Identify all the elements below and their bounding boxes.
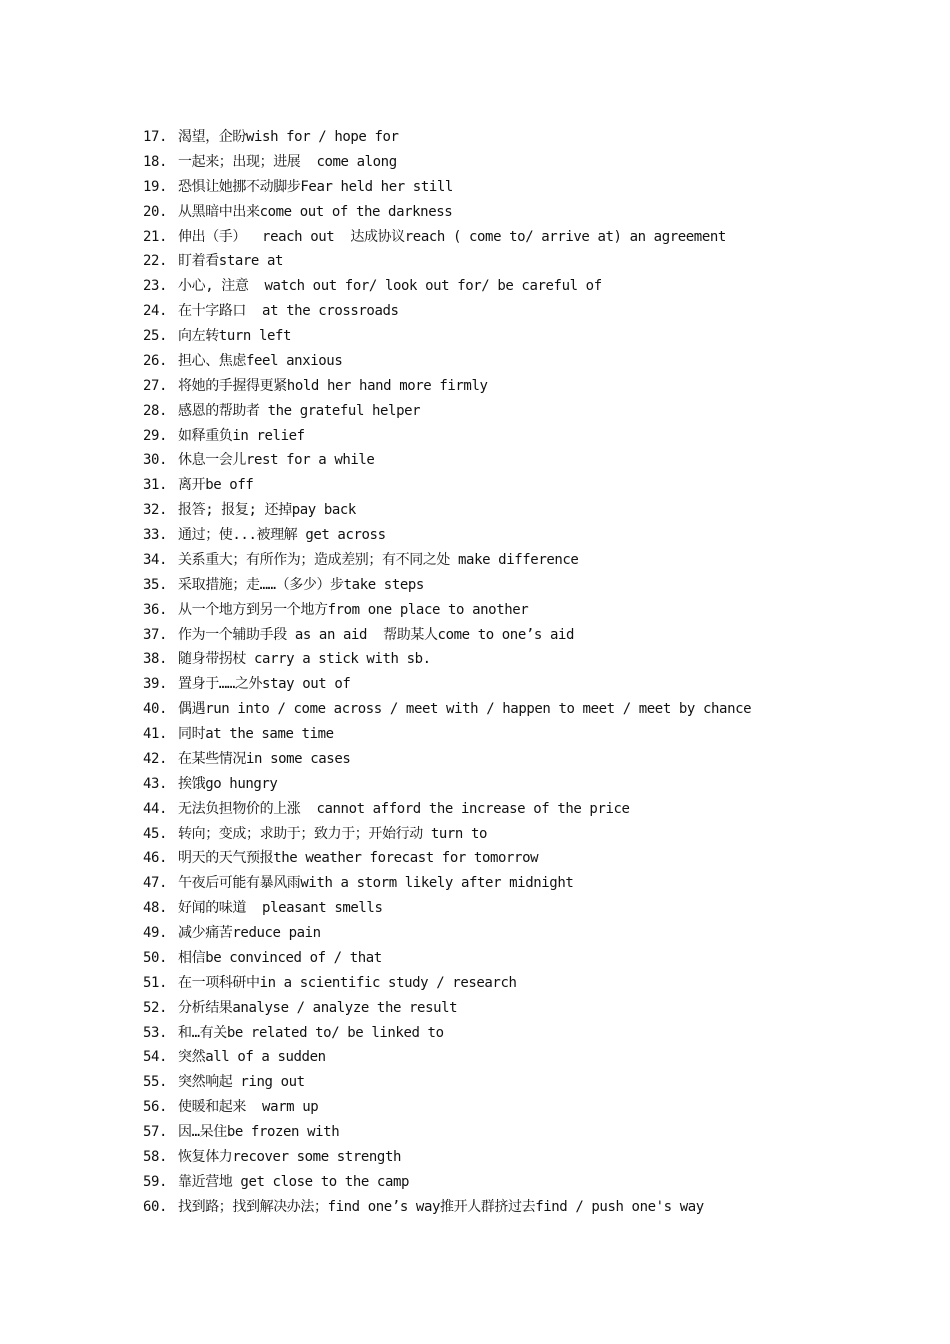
list-item: [143, 697, 933, 722]
list-item: [143, 448, 933, 473]
item-number: 53.: [143, 1024, 168, 1041]
item-number: 45.: [143, 825, 168, 842]
item-text: 靠近营地 get close to the camp: [178, 1173, 410, 1190]
list-item: [143, 1145, 933, 1170]
item-text: 偶遇run into / come across / meet with / happen to meet / meet by chance: [178, 701, 752, 718]
item-number: 22.: [143, 253, 168, 270]
item-number: 27.: [143, 377, 168, 394]
item-text: 使暖和起来 warm up: [178, 1099, 319, 1116]
item-number: 59.: [143, 1173, 168, 1190]
list-item: [143, 822, 933, 847]
item-number: 35.: [143, 576, 168, 593]
item-text: 伸出（手） reach out 达成协议reach ( come to/ arrive at) an agreement: [178, 228, 726, 245]
item-text: 好闻的味道 pleasant smells: [178, 900, 383, 917]
item-number: 60.: [143, 1198, 168, 1215]
list-item: [143, 1021, 933, 1046]
item-number: 29.: [143, 427, 168, 444]
list-item: [143, 921, 933, 946]
item-number: 48.: [143, 900, 168, 917]
list-item: [143, 225, 933, 250]
list-item: [143, 747, 933, 772]
item-text: 和…有关be related to/ be linked to: [178, 1024, 444, 1041]
item-text: 置身于……之外stay out of: [178, 676, 351, 693]
item-text: 相信be convinced of / that: [178, 949, 382, 966]
item-text: 将她的手握得更紧hold her hand more firmly: [178, 377, 488, 394]
list-item: [143, 672, 933, 697]
item-number: 47.: [143, 875, 168, 892]
list-item: [143, 200, 933, 225]
list-item: [143, 1170, 933, 1195]
item-number: 18.: [143, 153, 168, 170]
item-text: 从一个地方到另一个地方from one place to another: [178, 601, 529, 618]
item-text: 在某些情况in some cases: [178, 750, 351, 767]
item-number: 34.: [143, 551, 168, 568]
list-item: [143, 274, 933, 299]
item-number: 26.: [143, 352, 168, 369]
list-item: [143, 150, 933, 175]
list-item: [143, 772, 933, 797]
item-text: 午夜后可能有暴风雨with a storm likely after midnight: [178, 875, 574, 892]
item-number: 33.: [143, 527, 168, 543]
list-item: [143, 349, 933, 374]
item-text: 小心, 注意 watch out for/ look out for/ be careful of: [178, 278, 602, 295]
list-item: [143, 996, 933, 1021]
item-number: 31.: [143, 477, 168, 494]
item-number: 28.: [143, 402, 168, 419]
list-item: [143, 722, 933, 747]
item-text: 减少痛苦reduce pain: [178, 925, 321, 941]
item-text: 一起来；出现；进展 come along: [178, 153, 397, 170]
list-item: [143, 573, 933, 598]
item-number: 41.: [143, 726, 168, 742]
item-number: 43.: [143, 775, 168, 792]
item-text: 突然all of a sudden: [178, 1049, 326, 1066]
item-text: 休息一会儿rest for a while: [178, 452, 375, 469]
item-text: 无法负担物价的上涨 cannot afford the increase of the price: [178, 800, 630, 817]
item-number: 21.: [143, 228, 168, 245]
list-item: [143, 647, 933, 672]
list-item: [143, 871, 933, 896]
item-number: 55.: [143, 1074, 168, 1091]
item-text: 从黑暗中出来come out of the darkness: [178, 203, 453, 220]
list-item: [143, 1070, 933, 1095]
item-text: 渴望，企盼wish for / hope for: [178, 129, 399, 145]
item-text: 因…呆住be frozen with: [178, 1124, 340, 1140]
item-number: 17.: [143, 129, 168, 145]
item-text: 如释重负in relief: [178, 427, 305, 444]
item-number: 19.: [143, 178, 168, 195]
list-item: [143, 946, 933, 971]
item-text: 明天的天气预报the weather forecast for tomorrow: [178, 850, 539, 867]
item-number: 51.: [143, 974, 168, 991]
item-text: 突然响起 ring out: [178, 1074, 305, 1091]
item-text: 分析结果analyse / analyze the result: [178, 999, 458, 1016]
item-number: 42.: [143, 750, 168, 767]
item-number: 52.: [143, 999, 168, 1016]
list-item: [143, 797, 933, 822]
list-item: [143, 846, 933, 871]
item-text: 关系重大；有所作为；造成差别；有不同之处 make difference: [178, 551, 579, 568]
item-text: 感恩的帮助者 the grateful helper: [178, 402, 421, 419]
item-number: 44.: [143, 800, 168, 817]
item-number: 56.: [143, 1099, 168, 1116]
item-text: 在十字路口 at the crossroads: [178, 303, 399, 320]
item-number: 36.: [143, 601, 168, 618]
list-item: [143, 374, 933, 399]
list-item: [143, 125, 933, 150]
item-text: 报答; 报复; 还掉pay back: [178, 502, 356, 519]
list-item: [143, 1120, 933, 1145]
item-text: 担心、焦虑feel anxious: [178, 352, 343, 369]
item-text: 转向；变成；求助于；致力于；开始行动 turn to: [178, 825, 488, 842]
list-item: [143, 1045, 933, 1070]
list-item: [143, 249, 933, 274]
list-item: [143, 175, 933, 200]
item-number: 57.: [143, 1124, 168, 1140]
item-number: 32.: [143, 502, 168, 519]
item-text: 在一项科研中in a scientific study / research: [178, 974, 517, 991]
item-number: 40.: [143, 701, 168, 718]
item-text: 向左转turn left: [178, 328, 292, 344]
list-item: [143, 1095, 933, 1120]
item-number: 24.: [143, 303, 168, 320]
item-text: 恢复体力recover some strength: [178, 1148, 402, 1165]
list-item: [143, 324, 933, 349]
item-text: 盯着看stare at: [178, 253, 284, 270]
list-item: [143, 971, 933, 996]
item-number: 20.: [143, 203, 168, 220]
list-item: [143, 473, 933, 498]
list-item: [143, 548, 933, 573]
item-number: 39.: [143, 676, 168, 693]
item-number: 25.: [143, 328, 168, 344]
list-item: [143, 498, 933, 523]
item-text: 通过；使...被理解 get across: [178, 527, 386, 543]
item-text: 挨饿go hungry: [178, 775, 278, 792]
item-number: 54.: [143, 1049, 168, 1066]
list-item: [143, 598, 933, 623]
item-number: 23.: [143, 278, 168, 295]
item-number: 50.: [143, 949, 168, 966]
item-text: 同时at the same time: [178, 726, 334, 742]
item-text: 恐惧让她挪不动脚步Fear held her still: [178, 178, 453, 195]
list-item: [143, 299, 933, 324]
list-item: [143, 424, 933, 449]
list-item: [143, 523, 933, 548]
item-number: 38.: [143, 651, 168, 668]
item-text: 作为一个辅助手段 as an aid 帮助某人come to one’s aid: [178, 626, 575, 643]
phrase-list: [143, 125, 933, 1220]
list-item: [143, 896, 933, 921]
item-text: 采取措施；走……（多少）步take steps: [178, 576, 424, 593]
list-item: [143, 399, 933, 424]
item-number: 49.: [143, 925, 168, 941]
list-item: [143, 623, 933, 648]
item-text: 找到路；找到解决办法；find one’s way推开人群挤过去find / push one's way: [178, 1198, 704, 1215]
item-number: 37.: [143, 626, 168, 643]
item-text: 随身带拐杖 carry a stick with sb.: [178, 651, 431, 668]
item-number: 30.: [143, 452, 168, 469]
list-item: [143, 1195, 933, 1220]
item-text: 离开be off: [178, 477, 254, 494]
item-number: 58.: [143, 1148, 168, 1165]
item-number: 46.: [143, 850, 168, 867]
